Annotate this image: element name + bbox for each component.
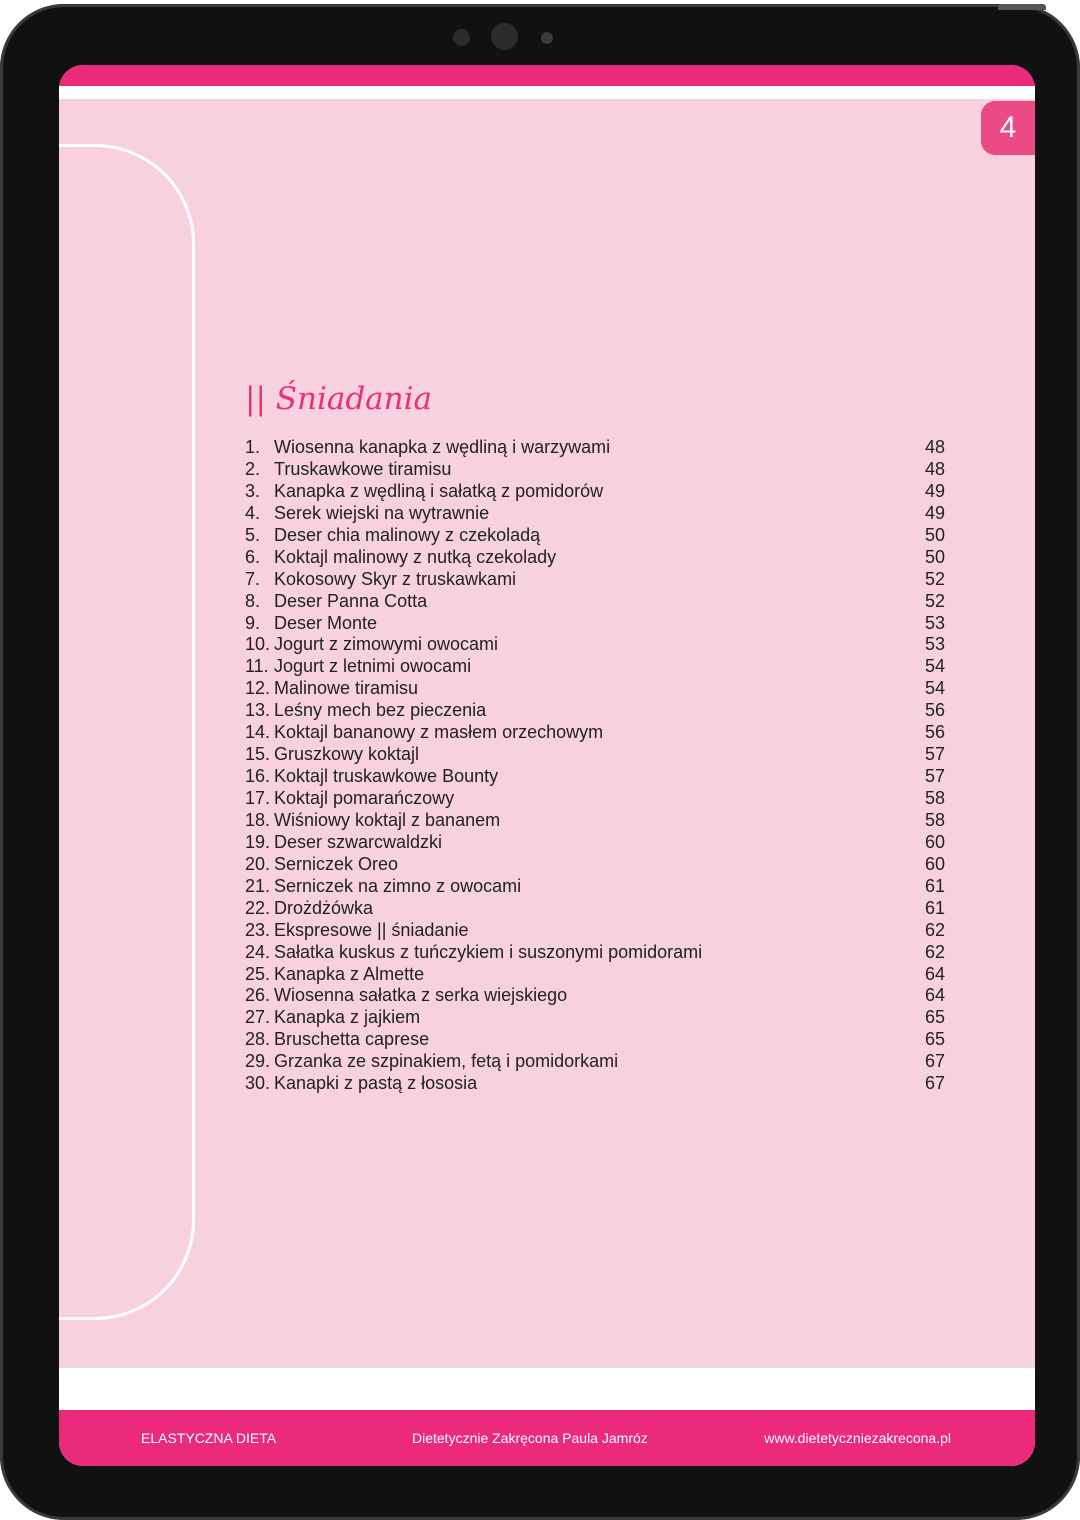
toc-entry-page: 54 bbox=[924, 656, 945, 677]
toc-entry-number: 4. bbox=[245, 502, 261, 523]
camera-lens bbox=[491, 23, 518, 50]
toc-entry-title: Koktajl bananowy z masłem orzechowym bbox=[274, 722, 604, 743]
toc-entry[interactable] bbox=[245, 1007, 945, 1029]
toc-entry-title: Sałatka kuskus z tuńczykiem i suszonymi pomidorami bbox=[274, 941, 703, 962]
toc-entry[interactable] bbox=[245, 481, 945, 503]
toc-entry-number: 13. bbox=[245, 700, 271, 721]
page-footer bbox=[59, 1410, 1035, 1466]
toc-entry-page: 56 bbox=[924, 700, 945, 721]
toc-entry-number: 2. bbox=[245, 458, 261, 479]
ebook-page[interactable] bbox=[59, 65, 1035, 1466]
toc-entry-number: 17. bbox=[245, 788, 271, 808]
toc-entry-number: 7. bbox=[245, 568, 261, 589]
toc-entry-title: Bruschetta caprese bbox=[274, 1029, 430, 1050]
power-button bbox=[998, 4, 1046, 10]
toc-entry-title: Serniczek Oreo bbox=[274, 853, 399, 874]
toc-entry-number: 1. bbox=[245, 437, 261, 457]
toc-entry-page: 49 bbox=[924, 502, 945, 523]
toc-entry-title: Drożdżówka bbox=[274, 897, 374, 918]
toc-entry-number: 8. bbox=[245, 590, 261, 611]
toc-entry[interactable] bbox=[245, 503, 945, 525]
toc-entry[interactable] bbox=[245, 810, 945, 832]
toc-entry-number: 27. bbox=[245, 1007, 271, 1028]
toc-entry-title: Jogurt z letnimi owocami bbox=[274, 656, 472, 677]
bottom-white-strip bbox=[59, 1368, 1035, 1410]
toc-entry-number: 26. bbox=[245, 985, 271, 1006]
toc-entry-page: 54 bbox=[924, 678, 945, 699]
toc-entry[interactable] bbox=[245, 613, 945, 635]
toc-entry-title: Ekspresowe || śniadanie bbox=[274, 919, 469, 940]
toc-entry[interactable] bbox=[245, 832, 945, 854]
toc-entry-title: Malinowe tiramisu bbox=[274, 678, 419, 699]
toc-entry[interactable] bbox=[245, 678, 945, 700]
toc-entry-number: 16. bbox=[245, 766, 271, 787]
toc-entry-number: 10. bbox=[245, 634, 271, 655]
toc-entry[interactable] bbox=[245, 854, 945, 876]
tablet-frame bbox=[0, 4, 1080, 1520]
toc-entry-number: 23. bbox=[245, 919, 271, 940]
toc-entry-page: 64 bbox=[924, 963, 945, 984]
toc-entry-page: 48 bbox=[924, 437, 945, 457]
toc-entry-page: 53 bbox=[924, 612, 945, 633]
toc-entry[interactable] bbox=[245, 459, 945, 481]
toc-entry-page: 61 bbox=[924, 897, 945, 918]
table-of-contents bbox=[245, 437, 945, 1095]
toc-entry[interactable] bbox=[245, 722, 945, 744]
toc-entry-title: Leśny mech bez pieczenia bbox=[274, 700, 487, 721]
toc-entry[interactable] bbox=[245, 700, 945, 722]
toc-entry[interactable] bbox=[245, 898, 945, 920]
top-accent-band bbox=[59, 65, 1035, 86]
toc-entry[interactable] bbox=[245, 1051, 945, 1073]
toc-entry-number: 30. bbox=[245, 1073, 271, 1094]
toc-entry-page: 58 bbox=[924, 788, 945, 808]
toc-entry-title: Kanapka z Almette bbox=[274, 963, 425, 984]
toc-entry-title: Koktajl truskawkowe Bounty bbox=[274, 766, 499, 787]
toc-entry-title: Wiosenna sałatka z serka wiejskiego bbox=[274, 985, 568, 1006]
toc-entry[interactable] bbox=[245, 547, 945, 569]
footer-website-link[interactable]: www.dietetyczniezakrecona.pl bbox=[764, 1430, 951, 1446]
toc-entry[interactable] bbox=[245, 1029, 945, 1051]
toc-entry-title: Gruszkowy koktajl bbox=[274, 744, 420, 765]
toc-entry[interactable] bbox=[245, 744, 945, 766]
toc-entry-number: 11. bbox=[245, 656, 269, 677]
toc-entry[interactable] bbox=[245, 569, 945, 591]
toc-entry-number: 12. bbox=[245, 678, 271, 699]
toc-entry-title: Kanapka z jajkiem bbox=[274, 1007, 421, 1028]
toc-entry-page: 67 bbox=[924, 1073, 945, 1094]
toc-entry-page: 53 bbox=[924, 634, 945, 655]
toc-entry-number: 24. bbox=[245, 941, 271, 962]
toc-entry-page: 50 bbox=[924, 524, 945, 545]
toc-entry-page: 52 bbox=[924, 568, 945, 589]
toc-entry-page: 48 bbox=[924, 458, 945, 479]
toc-entry-number: 15. bbox=[245, 744, 271, 765]
toc-entry-page: 61 bbox=[924, 875, 945, 896]
toc-entry[interactable] bbox=[245, 656, 945, 678]
toc-entry-number: 6. bbox=[245, 546, 261, 567]
toc-entry[interactable] bbox=[245, 876, 945, 898]
toc-entry-page: 56 bbox=[924, 722, 945, 743]
toc-entry-title: Kanapki z pastą z łososia bbox=[274, 1073, 478, 1094]
toc-entry[interactable] bbox=[245, 1073, 945, 1095]
toc-entry-title: Jogurt z zimowymi owocami bbox=[274, 634, 499, 655]
toc-entry-number: 20. bbox=[245, 853, 271, 874]
toc-entry-page: 65 bbox=[924, 1007, 945, 1028]
footer-brand: ELASTYCZNA DIETA bbox=[141, 1430, 277, 1446]
section-heading: || Śniadania bbox=[245, 381, 433, 417]
toc-entry-page: 60 bbox=[924, 853, 945, 874]
toc-entry-number: 9. bbox=[245, 612, 261, 633]
toc-entry-title: Wiosenna kanapka z wędliną i warzywami bbox=[274, 437, 611, 457]
toc-entry-number: 14. bbox=[245, 722, 271, 743]
toc-entry[interactable] bbox=[245, 634, 945, 656]
toc-entry-title: Deser szwarcwaldzki bbox=[274, 831, 443, 852]
toc-entry-page: 49 bbox=[924, 480, 945, 501]
decorative-arc bbox=[59, 144, 195, 1320]
toc-entry-title: Grzanka ze szpinakiem, fetą i pomidorkami bbox=[274, 1051, 619, 1072]
toc-entry-title: Serniczek na zimno z owocami bbox=[274, 875, 522, 896]
toc-entry-page: 67 bbox=[924, 1051, 945, 1072]
toc-entry[interactable] bbox=[245, 525, 945, 547]
toc-entry-page: 57 bbox=[924, 766, 945, 787]
toc-entry-number: 25. bbox=[245, 963, 271, 984]
toc-entry-title: Deser Panna Cotta bbox=[274, 590, 428, 611]
toc-entry-title: Truskawkowe tiramisu bbox=[274, 458, 452, 479]
footer-author: Dietetycznie Zakręcona Paula Jamróz bbox=[412, 1430, 648, 1446]
toc-entry-title: Deser chia malinowy z czekoladą bbox=[274, 524, 541, 545]
toc-entry[interactable] bbox=[245, 766, 945, 788]
toc-entry-number: 19. bbox=[245, 831, 271, 852]
toc-entry[interactable] bbox=[245, 788, 945, 810]
toc-entry-page: 60 bbox=[924, 831, 945, 852]
toc-entry-page: 52 bbox=[924, 590, 945, 611]
toc-entry-title: Kokosowy Skyr z truskawkami bbox=[274, 568, 517, 589]
toc-entry-title: Serek wiejski na wytrawnie bbox=[274, 502, 490, 523]
toc-entry-number: 29. bbox=[245, 1051, 271, 1072]
toc-entry-page: 62 bbox=[924, 941, 945, 962]
toc-entry[interactable] bbox=[245, 942, 945, 964]
toc-entry-page: 65 bbox=[924, 1029, 945, 1050]
sensor-dot bbox=[453, 29, 470, 46]
toc-entry-number: 5. bbox=[245, 524, 261, 545]
toc-entry-number: 21. bbox=[245, 875, 271, 896]
toc-entry[interactable] bbox=[245, 985, 945, 1007]
toc-entry-title: Koktajl pomarańczowy bbox=[274, 788, 455, 808]
toc-entry-title: Kanapka z wędliną i sałatką z pomidorów bbox=[274, 480, 604, 501]
toc-entry-title: Wiśniowy koktajl z bananem bbox=[274, 809, 501, 830]
toc-entry-title: Deser Monte bbox=[274, 612, 378, 633]
toc-entry-page: 58 bbox=[924, 809, 945, 830]
toc-entry-page: 62 bbox=[924, 919, 945, 940]
toc-entry[interactable] bbox=[245, 964, 945, 986]
toc-entry-number: 28. bbox=[245, 1029, 271, 1050]
toc-entry[interactable] bbox=[245, 591, 945, 613]
toc-entry-number: 3. bbox=[245, 480, 261, 501]
toc-entry-number: 22. bbox=[245, 897, 271, 918]
toc-entry[interactable] bbox=[245, 437, 945, 459]
camera-indicator bbox=[541, 32, 553, 44]
toc-entry-title: Koktajl malinowy z nutką czekolady bbox=[274, 546, 557, 567]
top-white-strip bbox=[59, 86, 1035, 99]
page-number-tab: 4 bbox=[981, 101, 1035, 155]
toc-entry-page: 50 bbox=[924, 546, 945, 567]
toc-entry-page: 64 bbox=[924, 985, 945, 1006]
toc-entry-page: 57 bbox=[924, 744, 945, 765]
toc-entry-number: 18. bbox=[245, 809, 271, 830]
toc-entry[interactable] bbox=[245, 920, 945, 942]
